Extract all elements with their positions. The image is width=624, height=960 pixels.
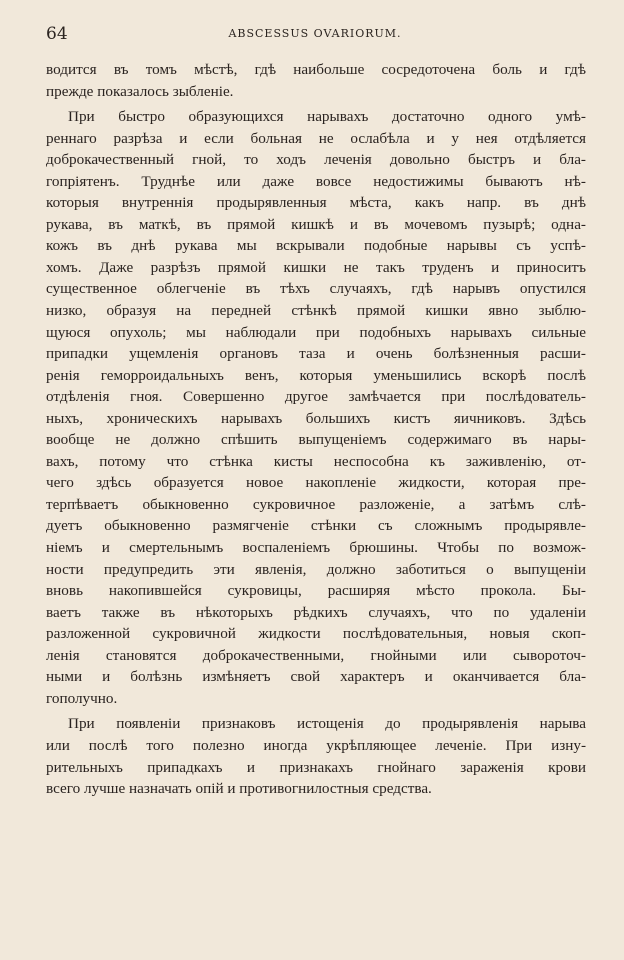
text-line: При быстро образующихся нарывахъ достаточно одного умѣ- xyxy=(68,108,586,126)
text-line: ныхъ, хроническихъ нарывахъ большихъ кистъ яичниковъ. Здѣсь xyxy=(46,409,586,427)
text-line: реннаго разрѣза и если больная не ослабѣла и у нея отдѣляется xyxy=(46,129,586,147)
paragraph xyxy=(46,59,586,102)
text-line: вообще не должно спѣшить выпущеніемъ содержимаго въ нары- xyxy=(46,431,586,449)
text-line: водится въ томъ мѣстѣ, гдѣ наибольше сосредоточена боль и гдѣ xyxy=(46,61,586,78)
text-line: доброкачественный гной, то ходъ леченія довольно быстръ и бла- xyxy=(46,151,586,169)
text-line: ніемъ и смертельнымъ воспаленіемъ брюшины. Чтобы по возмож- xyxy=(46,539,586,557)
paragraph xyxy=(46,713,586,799)
text-line: чего здѣсь образуется новое накопленіе жидкости, которая пре- xyxy=(46,474,586,492)
text-line: всего лучше назначать опій и противогнилостныя средства. xyxy=(46,780,432,798)
text-line: хомъ. Даже разрѣзъ прямой кишки не такъ труденъ и приноситъ xyxy=(46,258,586,276)
text-line: ваетъ также въ нѣкоторыхъ рѣдкихъ случаяхъ, что по удаленіи xyxy=(46,603,586,621)
text-line: вновь накопившейся сукровицы, расширяя мѣсто прокола. Бы- xyxy=(46,582,586,600)
text-line: припадки ущемленія органовъ таза и очень болѣзненныя расши- xyxy=(46,345,586,363)
text-line: ности предупредить эти явленія, должно заботиться о выпущеніи xyxy=(46,560,586,578)
body-text xyxy=(46,59,586,800)
text-line: вахъ, потому что стѣнка кисты неспособна къ заживленію, от- xyxy=(46,452,586,470)
text-line: рительныхъ припадкахъ и признакахъ гнойнаго зараженія крови xyxy=(46,758,586,776)
text-line: терпѣваетъ обыкновенно сукровичное разложеніе, а затѣмъ слѣ- xyxy=(46,495,586,513)
text-line: которыя внутреннія продырявленныя мѣста, какъ напр. въ днѣ xyxy=(46,194,586,212)
text-line: или послѣ того полезно иногда укрѣпляющее леченіе. При изну- xyxy=(46,736,586,754)
text-line: гополучно. xyxy=(46,689,118,707)
text-line: низко, образуя на передней стѣнкѣ прямой кишки явно зыблю- xyxy=(46,302,586,320)
text-line: разложенной сукровичной жидкости послѣдовательныя, новыя скоп- xyxy=(46,625,586,643)
text-line: При появленіи признаковъ истощенія до продырявленія нарыва xyxy=(68,715,586,733)
text-line: ленія становятся доброкачественными, гнойными или сывороточ- xyxy=(46,646,586,664)
text-line: дуетъ обыкновенно размягченіе стѣнки съ сложнымъ продырявле- xyxy=(46,517,586,535)
text-line: рукава, въ маткѣ, въ прямой кишкѣ и въ мочевомъ пузырѣ; одна- xyxy=(46,215,586,233)
running-head: ABSCESSUS OVARIORUM. xyxy=(228,27,402,40)
text-line: ными и болѣзнь измѣняетъ свой характеръ и оканчивается бла- xyxy=(46,668,586,686)
page-number: 64 xyxy=(46,24,68,44)
text-line: существенное облегченіе въ тѣхъ случаяхъ, гдѣ нарывъ опустился xyxy=(46,280,586,298)
paragraph xyxy=(46,106,586,709)
text-line: кожъ въ днѣ рукава мы вскрывали подобные нарывы съ успѣ- xyxy=(46,237,586,255)
text-line: гопріятенъ. Труднѣе или даже вовсе недостижимы бываютъ нѣ- xyxy=(46,172,586,190)
text-line: прежде показалось зыбленіе. xyxy=(46,82,234,100)
text-line: ренія геморроидальныхъ венъ, которыя уменьшились вскорѣ послѣ xyxy=(46,366,586,384)
text-line: щуюся опухоль; мы наблюдали при подобныхъ нарывахъ сильные xyxy=(46,323,586,341)
text-line: отдѣленія гноя. Совершенно другое замѣчается при послѣдователь- xyxy=(46,388,586,406)
page-header xyxy=(46,24,584,46)
